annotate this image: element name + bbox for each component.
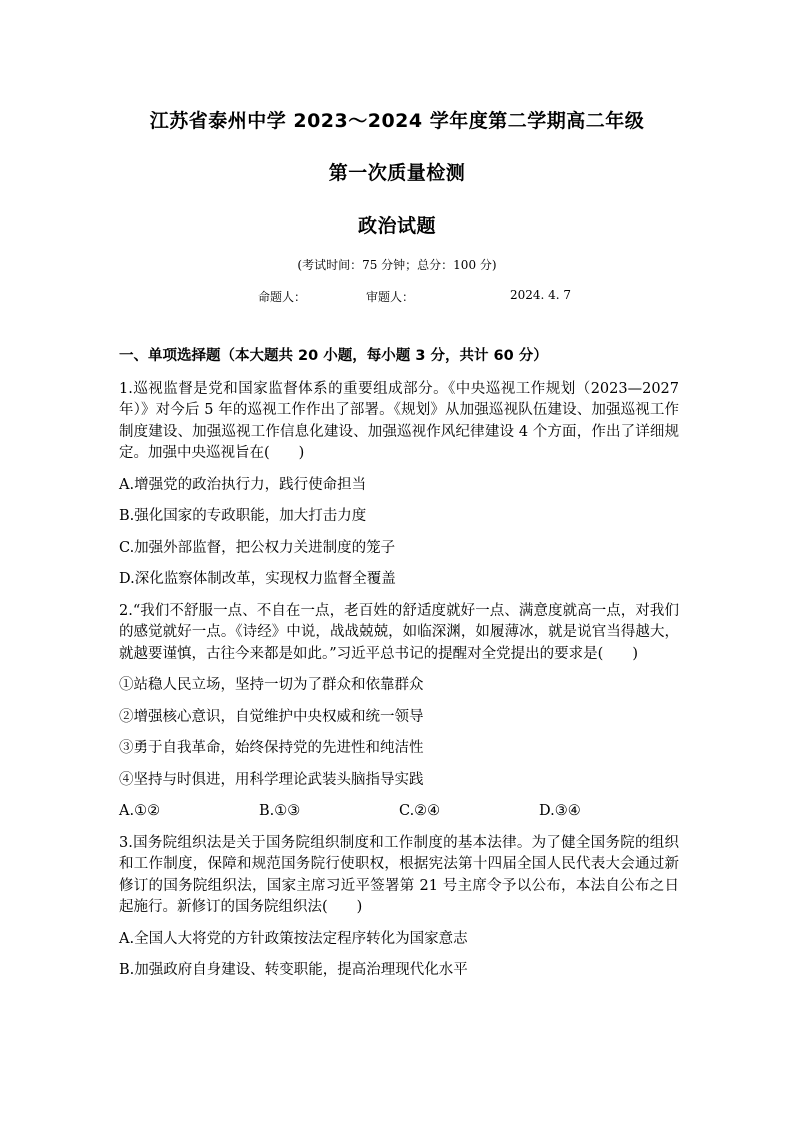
- question-1-option-b: B.强化国家的专政职能，加大打击力度: [119, 508, 367, 524]
- question-1-stem: 1.巡视监督是党和国家监督体系的重要组成部分。《中央巡视工作规划（2023—2027 年）》对今后 5 年的巡视工作作出了部署。《规划》从加强巡视队伍建设、加强巡视工作制度建设、加强巡视工作信息化建设、加强巡视作风纪律建设 4 个方面，作出了详细规定。加强中央巡视旨在( ): [119, 380, 679, 461]
- exam-title-school: 江苏省泰州中学 2023～2024 学年度第二学期高二年级: [149, 110, 645, 132]
- exam-info: (考试时间：75 分钟；总分：100 分): [297, 258, 497, 272]
- question-2-stem: 2.“我们不舒服一点、不自在一点，老百姓的舒适度就好一点、满意度就高一点，对我们的感觉就好一点。《诗经》中说，战战兢兢，如临深渊，如履薄冰，就是说官当得越大，就越要谨慎，古往今来都是如此。”习近平总书记的提醒对全党提出的要求是( ): [119, 602, 679, 662]
- question-2-item-1: ①站稳人民立场，坚持一切为了群众和依靠群众: [119, 677, 424, 693]
- exam-title-subject: 政治试题: [357, 215, 436, 237]
- question-2-choices: [119, 801, 679, 823]
- reviewer-label: 审题人：: [366, 290, 415, 304]
- question-2-item-2: ②增强核心意识，自觉维护中央权威和统一领导: [119, 708, 424, 725]
- question-2-item-3: ③勇于自我革命，始终保持党的先进性和纯洁性: [119, 740, 424, 756]
- question-2-choice-d: D.③④: [539, 803, 581, 819]
- question-1-option-a: A.增强党的政治执行力，践行使命担当: [119, 476, 367, 493]
- question-2-choice-c: C.②④: [399, 803, 441, 819]
- question-2-item-4: ④坚持与时俱进，用科学理论武装头脑指导实践: [119, 771, 424, 788]
- section-heading: 一、单项选择题（本大题共 20 小题，每小题 3 分，共计 60 分）: [119, 348, 548, 364]
- author-label: 命题人：: [258, 290, 307, 304]
- question-2-choice-b: B.①③: [259, 803, 301, 819]
- exam-title-subtitle: 第一次质量检测: [328, 162, 466, 184]
- question-1-option-d: D.深化监察体制改革，实现权力监督全覆盖: [119, 571, 396, 587]
- question-2-choice-a: A.①②: [119, 803, 161, 819]
- exam-date: 2024. 4. 7: [510, 288, 572, 302]
- question-1-option-c: C.加强外部监督，把公权力关进制度的笼子: [119, 539, 396, 556]
- question-3-option-b: B.加强政府自身建设、转变职能，提高治理现代化水平: [119, 962, 468, 978]
- exam-content: [119, 346, 679, 992]
- question-3-stem: 3.国务院组织法是关于国务院组织制度和工作制度的基本法律。为了健全国务院的组织和工作制度，保障和规范国务院行使职权，根据宪法第十四届全国人民代表大会通过新修订的国务院组织法，国家主席习近平签署第 21 号主席令予以公布，本法自公布之日起施行。新修订的国务院组织法( ): [119, 834, 679, 915]
- question-3-option-a: A.全国人大将党的方针政策按法定程序转化为国家意志: [119, 930, 468, 947]
